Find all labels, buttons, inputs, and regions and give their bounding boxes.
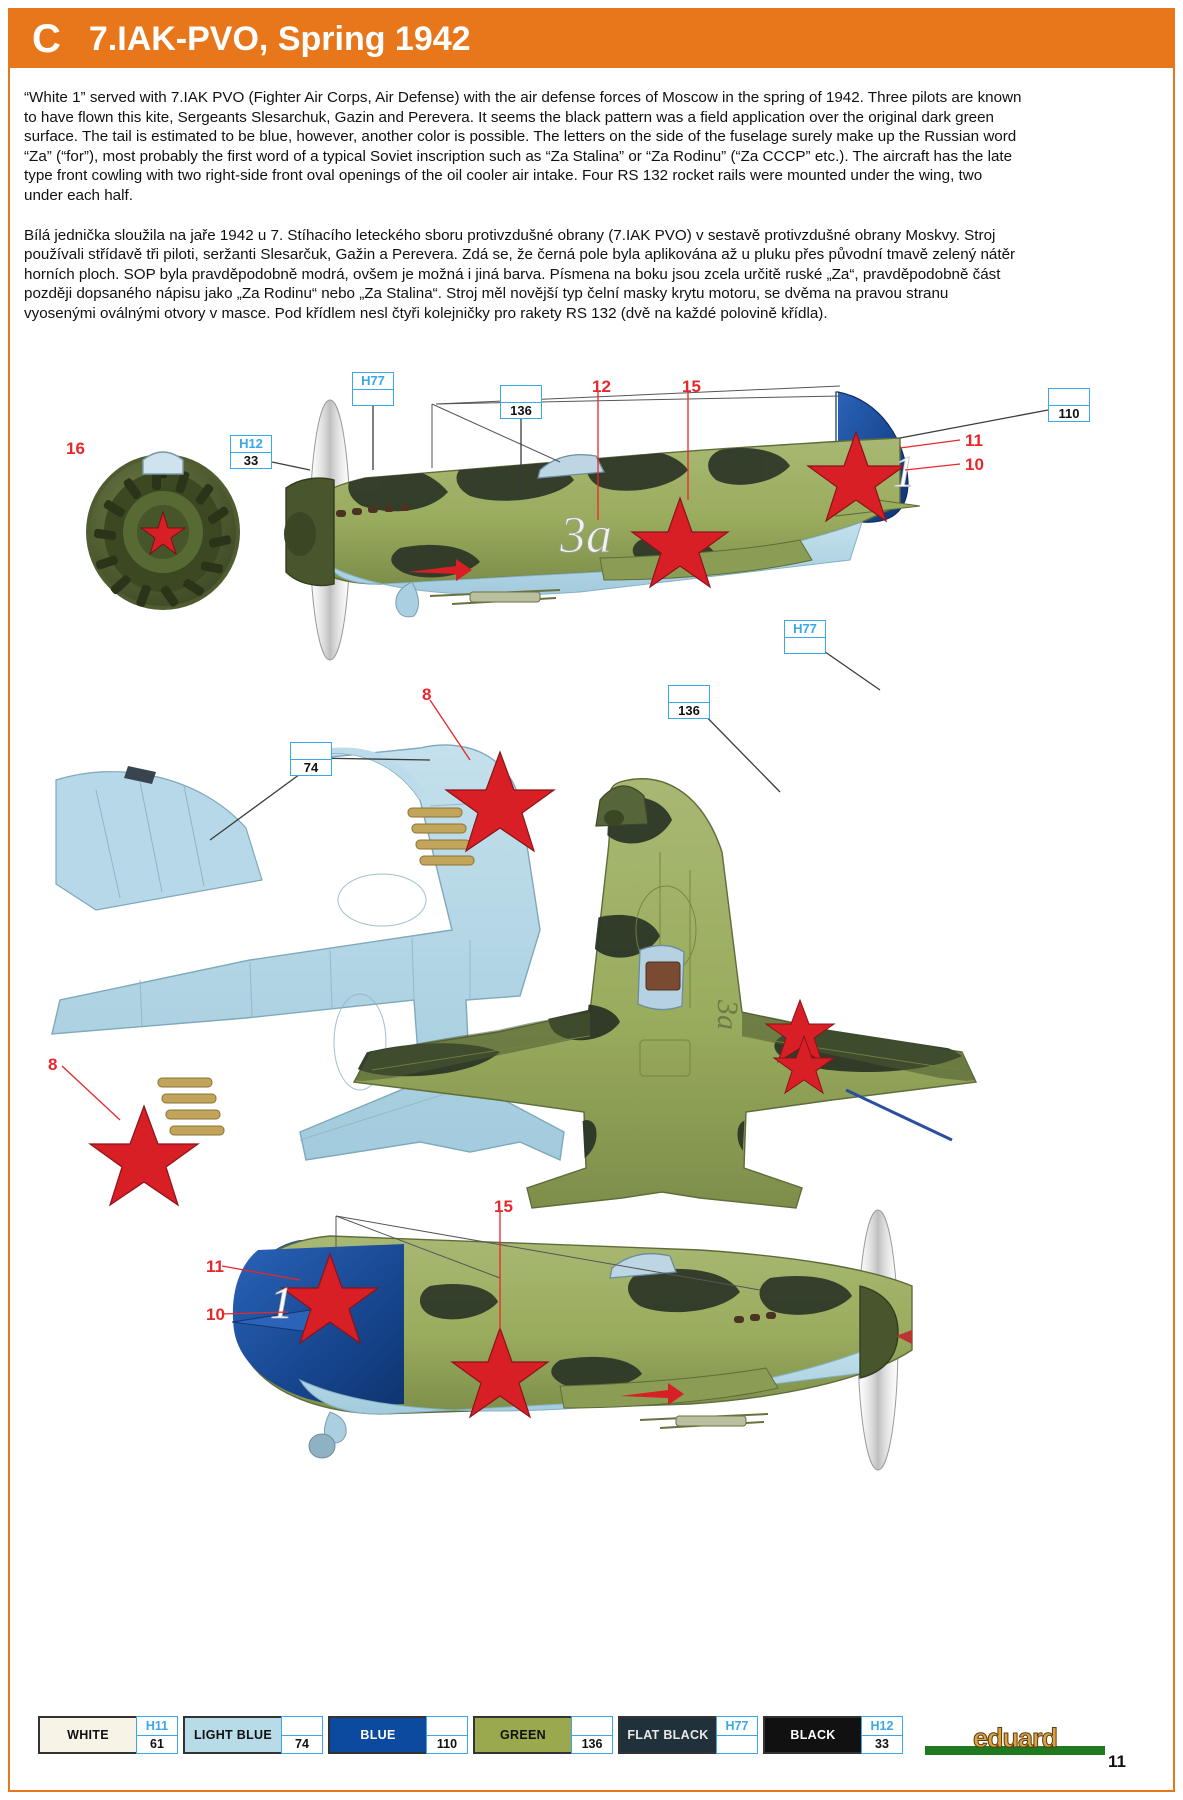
part-number-8-top: 8 [422, 685, 432, 704]
callout-code-top [291, 743, 331, 760]
legend-swatch: GREEN [473, 1716, 573, 1754]
callout-code-top [1049, 389, 1089, 406]
callout-code-bottom: 110 [1058, 405, 1080, 421]
legend-item-green [473, 1716, 613, 1754]
part-number-10: 10 [965, 455, 984, 474]
legend-code-bottom: 61 [150, 1737, 164, 1751]
fuselage-code-text: 3a [560, 507, 612, 564]
scheme-letter: C [32, 17, 61, 61]
callout-code-bottom: 33 [243, 452, 259, 468]
legend-code-bottom: 33 [875, 1737, 889, 1751]
legend-swatch: WHITE [38, 1716, 138, 1754]
callout-code-top [501, 386, 541, 403]
legend-item-black [763, 1716, 903, 1754]
legend-item-white [38, 1716, 178, 1754]
legend-code-top: H77 [717, 1717, 757, 1736]
side-profile-right [232, 1210, 912, 1470]
legend-code-top: H12 [862, 1717, 902, 1736]
legend-swatch: BLACK [763, 1716, 863, 1754]
legend-item-light-blue [183, 1716, 323, 1754]
color-legend [38, 1716, 894, 1758]
legend-code-bottom: 110 [436, 1737, 458, 1751]
callout-74 [290, 742, 332, 776]
callout-code-top [669, 686, 709, 703]
legend-swatch: LIGHT BLUE [183, 1716, 283, 1754]
legend-code-bottom: 136 [581, 1737, 603, 1751]
top-view-code: 3a [711, 1000, 744, 1030]
description-czech: Bílá jednička sloužila na jaře 1942 u 7. Stíhacího leteckého sboru protivzdušné obrany (7.IAK PVO) v sestavě protivzdušné obrany Moskvy. Stroj používali střídavě tři piloti, seržanti Slesarčuk, Gažin a Perevera. Zdá se, že černá pole byla aplikována až u pluku přes původní tmavě zelený nátěr horních ploch. SOP byla pravděpodobně modrá, ovšem je možná i jiná barva. Písmena na boku jsou zcela určitě ruské „Za“, pravděpodobně část později dopsaného nápisu jako „Za Rodinu“ nebo „Za Stalina“. Stroj měl novější typ čelní masky krytu motoru, se dvěma na pravou stranu vyosenými oválnými otvory v masce. Pod křídlem nesl čtyři kolejničky pro rakety RS 132 (dvě na každé polovině křídla). [24, 226, 1016, 322]
callout-code-top: H12 [231, 436, 271, 453]
callout-code-bottom: 136 [510, 402, 532, 418]
part-number-10-bottom: 10 [206, 1305, 225, 1324]
legend-code [571, 1716, 613, 1754]
callout-h77-right [784, 620, 826, 654]
part-number-15-bottom: 15 [494, 1197, 513, 1216]
legend-code [861, 1716, 903, 1754]
tail-number-text-2: 1 [270, 1277, 293, 1328]
eduard-logo [925, 1723, 1105, 1756]
part-number-12: 12 [592, 377, 611, 396]
legend-code [426, 1716, 468, 1754]
description-english: “White 1” served with 7.IAK PVO (Fighter Air Corps, Air Defense) with the air defense forces of Moscow in the spring of 1942. Three pilots are known to have flown this kite, Sergeants Slesarchuk, Gazin and Perevera. It seems the black pattern was a field application over the original dark green surface. The tail is estimated to be blue, however, another color is possible. The letters on the side of the fuselage surely make up the Russian word “Za” (“for”), most probably the first word of a typical Soviet inscription such as “Za Stalina” or “Za Rodinu” (“Za CCCP” etc.). The aircraft has the late type front cowling with two right-side front oval openings of the oil cooler air intake. Four RS 132 rocket rails were mounted under the wing, two under each half. [24, 89, 1022, 204]
legend-swatch: BLUE [328, 1716, 428, 1754]
part-number-11-bottom: 11 [206, 1257, 224, 1276]
callout-h12-33 [230, 435, 272, 469]
callout-code-bottom: 74 [303, 759, 319, 775]
callout-code-top: H77 [785, 621, 825, 638]
callout-136-right [668, 685, 710, 719]
tail-number-text: 1 [893, 447, 915, 496]
legend-code-top [572, 1717, 612, 1736]
part-number-15: 15 [682, 377, 701, 396]
callout-136-top [500, 385, 542, 419]
callout-code-bottom [785, 638, 825, 654]
legend-swatch: FLAT BLACK [618, 1716, 718, 1754]
part-number-8-bottom: 8 [48, 1055, 58, 1074]
legend-code [281, 1716, 323, 1754]
legend-code-top: H11 [137, 1717, 177, 1736]
page-number: 11 [1108, 1752, 1126, 1771]
callout-h77-top [352, 372, 394, 406]
front-view-cowling [86, 452, 240, 610]
legend-item-flat-black [618, 1716, 758, 1754]
legend-item-blue [328, 1716, 468, 1754]
legend-code-bottom: 74 [295, 1737, 309, 1751]
legend-code-top [282, 1717, 322, 1736]
part-number-11: 11 [965, 431, 983, 450]
callout-code-bottom [353, 390, 393, 406]
callout-code-bottom: 136 [678, 702, 700, 718]
bottom-plan-view [52, 745, 564, 1205]
callout-110 [1048, 388, 1090, 422]
legend-code [136, 1716, 178, 1754]
callout-code-top: H77 [353, 373, 393, 390]
logo-text: eduard [972, 1723, 1058, 1753]
side-profile-left [284, 386, 920, 660]
page-title: 7.IAK-PVO, Spring 1942 [88, 20, 471, 58]
part-number-16: 16 [66, 439, 85, 458]
legend-code-top [427, 1717, 467, 1736]
legend-code [716, 1716, 758, 1754]
legend-code-bottom [717, 1736, 757, 1754]
